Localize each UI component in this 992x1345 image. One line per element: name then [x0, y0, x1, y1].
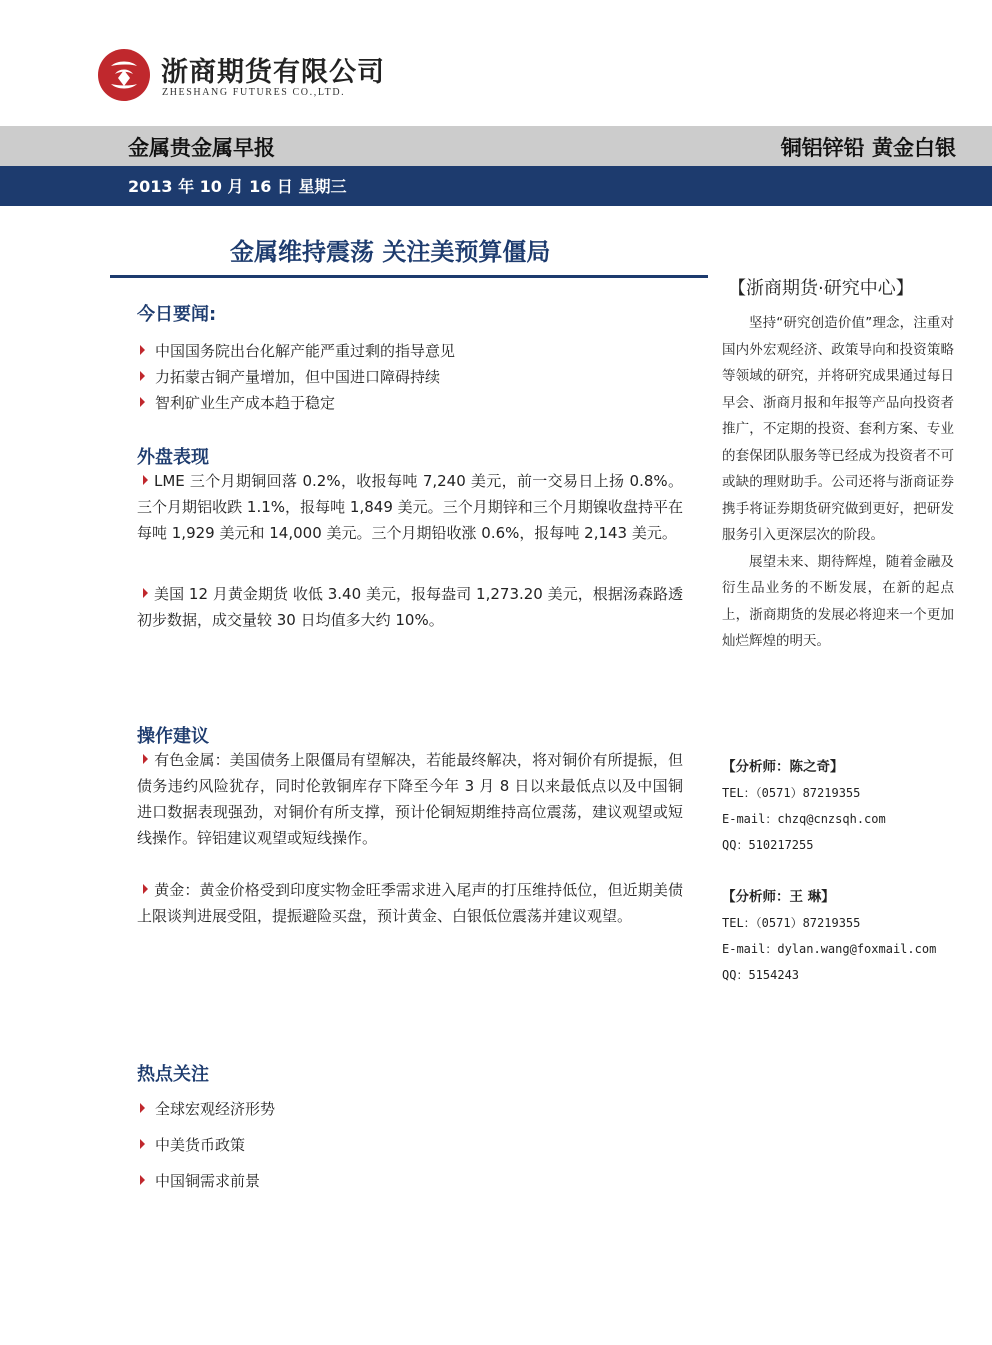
focus-item: 中国铜需求前景 [140, 1168, 260, 1194]
bullet-arrow-icon [140, 397, 145, 407]
analyst-qq: QQ：510217255 [722, 838, 814, 852]
bullet-arrow-icon [140, 345, 145, 355]
analyst-qq: QQ：5154243 [722, 968, 800, 982]
analyst-name: 【分析师：王 琳】 [722, 889, 835, 905]
page-headline: 金属维持震荡 关注美预算僵局 [230, 238, 551, 266]
focus-item: 全球宏观经济形势 [140, 1096, 275, 1122]
news-item: 智利矿业生产成本趋于稳定 [140, 390, 335, 416]
section-title-focus: 热点关注 [137, 1064, 209, 1085]
date-band [0, 166, 992, 206]
company-logo-icon [97, 48, 151, 102]
company-name-en: ZHESHANG FUTURES CO.,LTD. [162, 87, 346, 98]
overseas-paragraph-gold: 美国 12 月黄金期货 收低 3.40 美元，报每盎司 1,273.20 美元，根据汤森路透初步数据，成交量较 30 日均值多大约 10%。 [137, 585, 683, 629]
analyst-email: E-mail：dylan.wang@foxmail.com [722, 942, 937, 956]
report-date: 2013 年 10 月 16 日 星期三 [128, 177, 347, 196]
bullet-arrow-icon [140, 371, 145, 381]
analyst-card [722, 754, 972, 858]
research-center-intro [722, 310, 954, 655]
bullet-arrow-icon [140, 1103, 145, 1113]
bullet-arrow-icon [143, 884, 148, 894]
section-title-news: 今日要闻: [137, 304, 217, 325]
bullet-arrow-icon [143, 588, 148, 598]
intro-paragraph: 坚持“研究创造价值”理念，注重对国内外宏观经济、政策导向和投资策略等领域的研究，并将研究成果通过每日早会、浙商月报和年报等产品向投资者推广，不定期的投资、套利方案、专业的套保团队服务等已经成为投资者不可或缺的理财助手。公司还将与浙商证券携手将证券期货研究做到更好，把研发服务引入更深层次的阶段。 [722, 315, 954, 543]
advice-paragraph-base-metals: 有色金属：美国债务上限僵局有望解决，若能最终解决，将对铜价有所提振，但债务违约风险犹存，同时伦敦铜库存下降至今年 3 月 8 日以来最低点以及中国铜进口数据表现强劲，对铜价有所支撑，预计伦铜短期维持高位震荡，建议观望或短线操作。锌铝建议观望或短线操作。 [137, 751, 683, 847]
analyst-phone: TEL：（0571）87219355 [722, 916, 861, 930]
section-title-advice: 操作建议 [137, 726, 209, 747]
analyst-name: 【分析师：陈之奇】 [722, 759, 844, 775]
news-item: 中国国务院出台化解产能严重过剩的指导意见 [140, 338, 455, 364]
bullet-arrow-icon [140, 1139, 145, 1149]
section-title-overseas: 外盘表现 [137, 447, 209, 468]
analyst-email: E-mail：chzq@cnzsqh.com [722, 812, 886, 826]
analyst-phone: TEL：（0571）87219355 [722, 786, 861, 800]
analyst-card [722, 884, 972, 988]
bullet-arrow-icon [143, 475, 148, 485]
headline-divider [110, 275, 708, 278]
bullet-arrow-icon [143, 754, 148, 764]
research-center-title: 【浙商期货·研究中心】 [728, 278, 914, 299]
report-type-band [0, 126, 992, 166]
company-name-cn: 浙商期货有限公司 [161, 57, 385, 88]
advice-paragraph-gold: 黄金：黄金价格受到印度实物金旺季需求进入尾声的打压维持低位，但近期美债上限谈判进展受阻，提振避险买盘，预计黄金、白银低位震荡并建议观望。 [137, 881, 683, 925]
coverage-metals: 铜铝锌铅 黄金白银 [780, 136, 956, 160]
intro-paragraph: 展望未来、期待辉煌，随着金融及衍生品业务的不断发展，在新的起点上，浙商期货的发展必将迎来一个更加灿烂辉煌的明天。 [722, 553, 954, 649]
bullet-arrow-icon [140, 1175, 145, 1185]
overseas-paragraph-lme: LME 三个月期铜回落 0.2%，收报每吨 7,240 美元，前一交易日上扬 0.8%。三个月期铝收跌 1.1%，报每吨 1,849 美元。三个月期锌和三个月期镍收盘持平在每吨 1,929 美元和 14,000 美元。三个月期铅收涨 0.6%，报每吨 2,143 美元。 [137, 472, 683, 542]
report-type: 金属贵金属早报 [128, 136, 275, 160]
focus-item: 中美货币政策 [140, 1132, 245, 1158]
news-item: 力拓蒙古铜产量增加，但中国进口障碍持续 [140, 364, 440, 390]
